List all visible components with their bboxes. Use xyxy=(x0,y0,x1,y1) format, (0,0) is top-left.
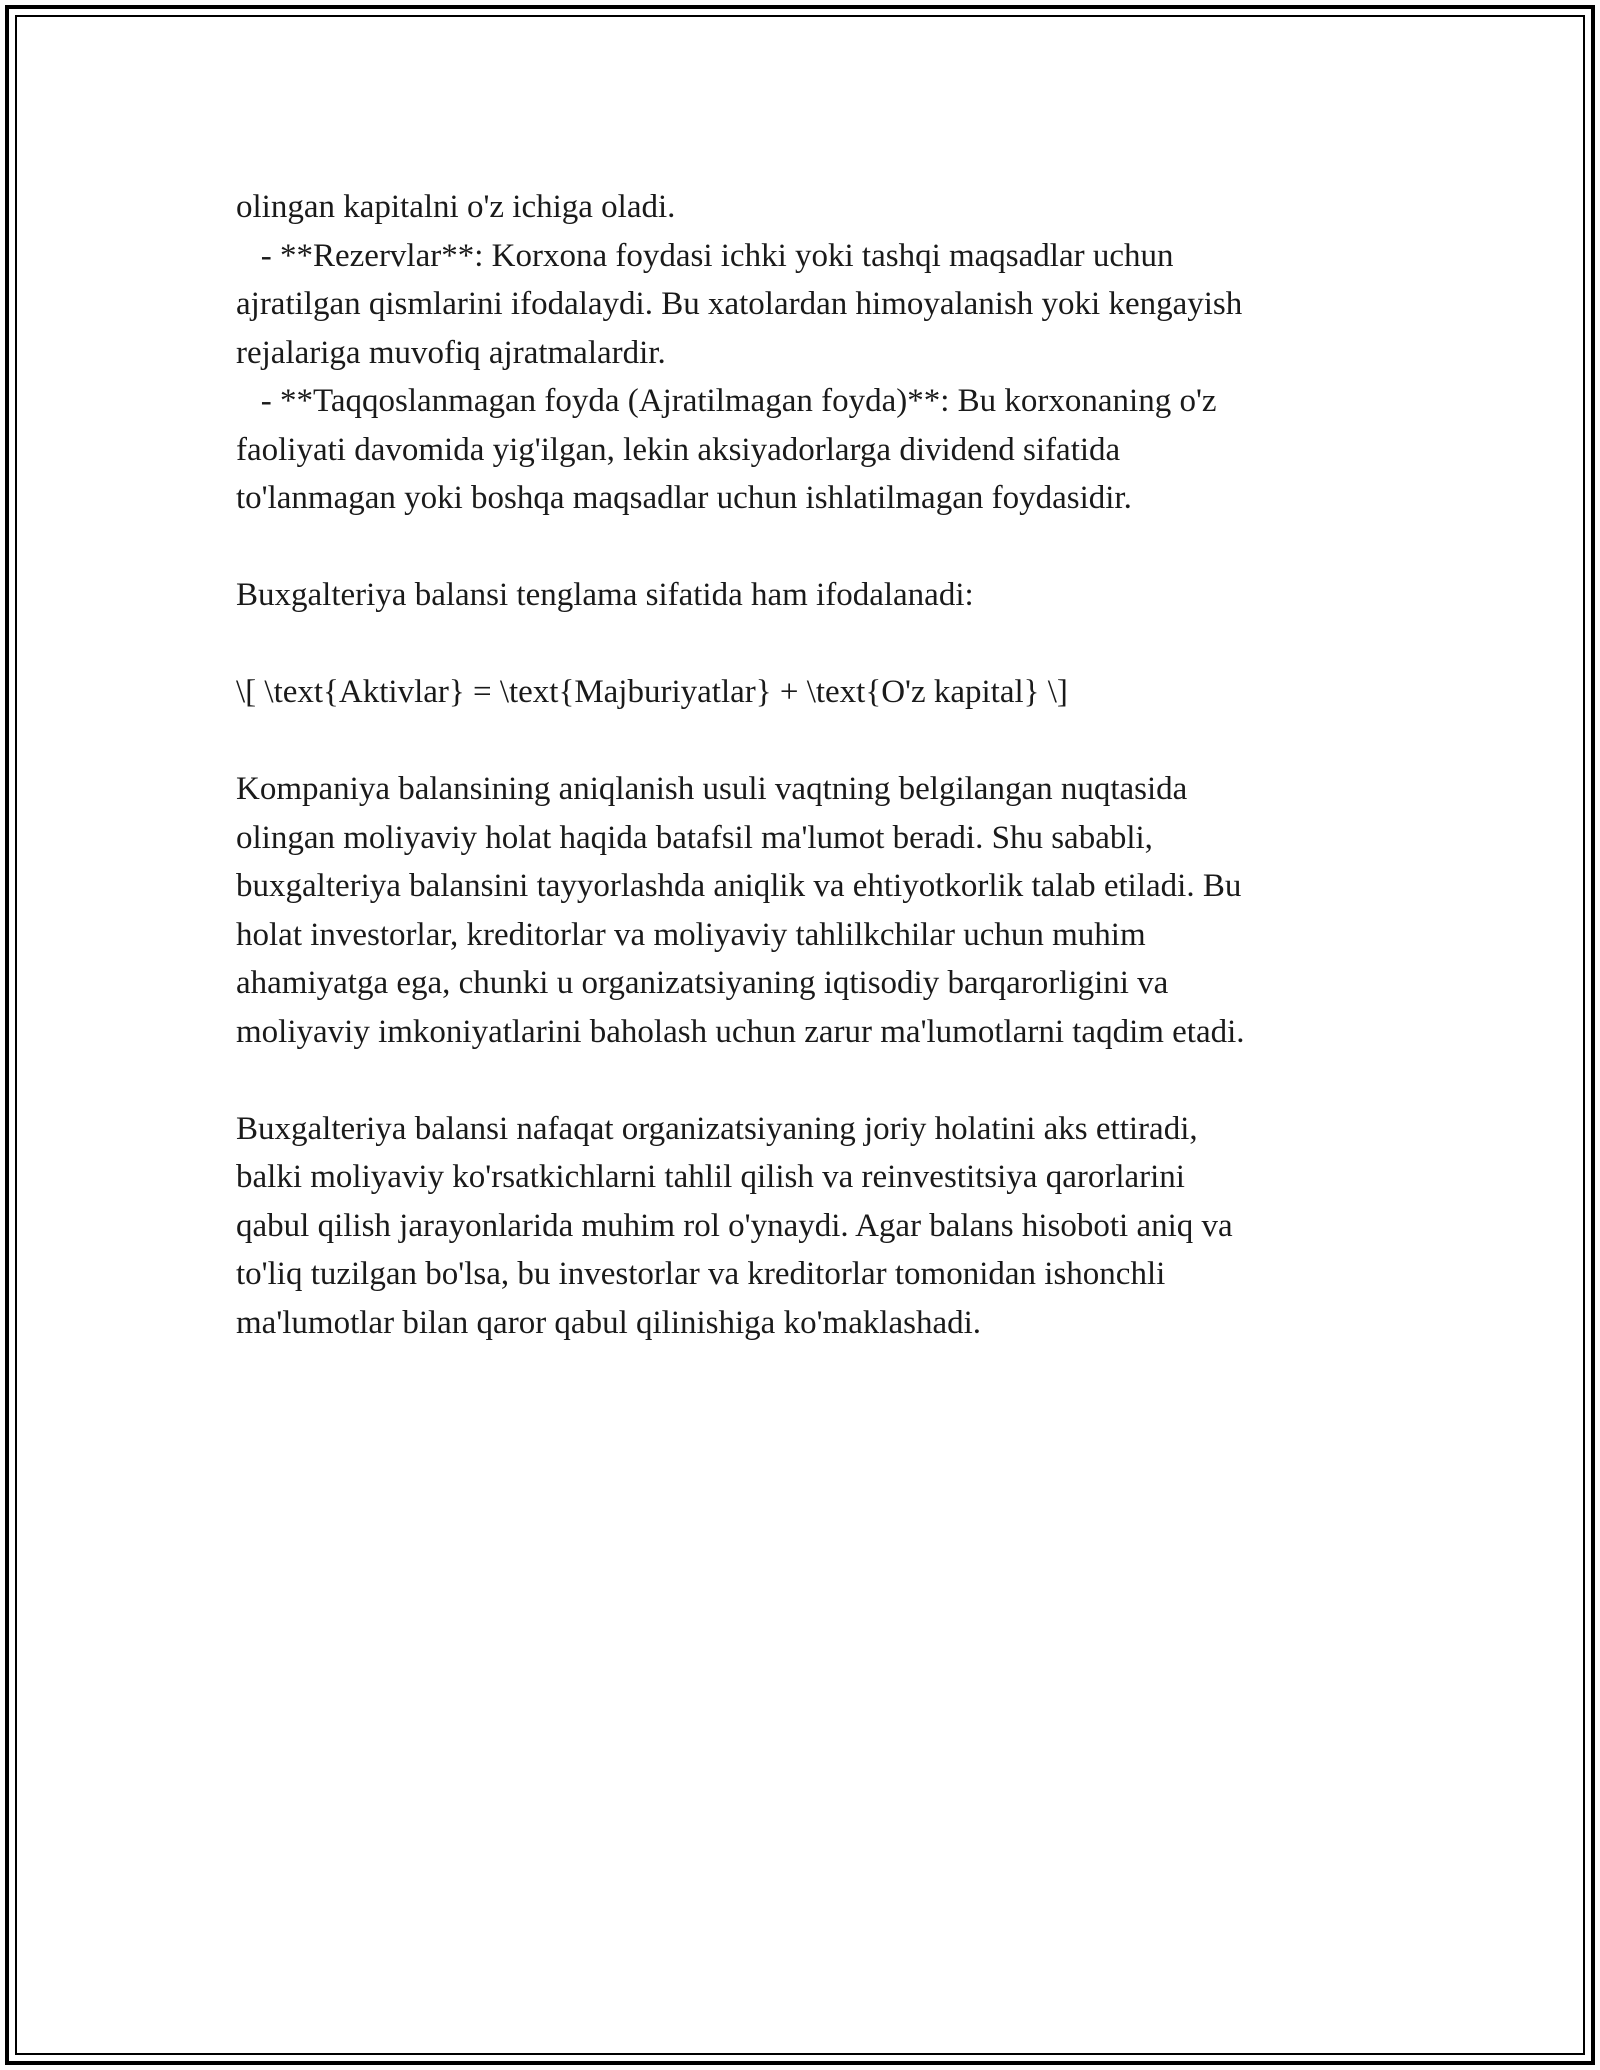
paragraph-spacer xyxy=(236,1056,1416,1105)
document-body xyxy=(236,183,1416,1347)
text-line: - **Taqqoslanmagan foyda (Ajratilmagan foyda)**: Bu korxonaning o'z xyxy=(236,383,1217,419)
text-line: Buxgalteriya balansi nafaqat organizatsiyaning joriy holatini aks ettiradi, xyxy=(236,1110,1198,1147)
text-line: - **Rezervlar**: Korxona foydasi ichki yoki tashqi maqsadlar uchun xyxy=(236,237,1174,274)
paragraph-spacer xyxy=(236,620,1416,669)
paragraph-equity-components xyxy=(236,183,1416,523)
equation-line: \[ \text{Aktivlar} = \text{Majburiyatlar} + \text{O'z kapital} \] xyxy=(236,674,1068,710)
text-line: ahamiyatga ega, chunki u organizatsiyaning iqtisodiy barqarorligini va xyxy=(236,965,1169,1001)
text-line: Kompaniya balansining aniqlanish usuli vaqtning belgilangan nuqtasida xyxy=(236,771,1188,807)
text-line: ma'lumotlar bilan qaror qabul qilinishiga ko'maklashadi. xyxy=(236,1304,982,1341)
text-line: Buxgalteriya balansi tenglama sifatida ham ifodalanadi: xyxy=(236,577,974,613)
paragraph-balance-importance xyxy=(236,765,1416,1056)
text-line: to'liq tuzilgan bo'lsa, bu investorlar va kreditorlar tomonidan ishonchli xyxy=(236,1256,1166,1292)
text-line: to'lanmagan yoki boshqa maqsadlar uchun ishlatilmagan foydasidir. xyxy=(236,480,1132,516)
paragraph-balance-equation xyxy=(236,668,1416,717)
paragraph-balance-role xyxy=(236,1105,1416,1348)
text-line: ajratilgan qismlarini ifodalaydi. Bu xatolardan himoyalanish yoki kengayish xyxy=(236,286,1243,322)
text-line: holat investorlar, kreditorlar va moliyaviy tahlilkchilar uchun muhim xyxy=(236,916,1146,953)
text-line: olingan kapitalni o'z ichiga oladi. xyxy=(236,189,676,225)
paragraph-equation-intro xyxy=(236,571,1416,620)
text-line: balki moliyaviy ko'rsatkichlarni tahlil qilish va reinvestitsiya qarorlarini xyxy=(236,1159,1185,1195)
text-line: buxgalteriya balansini tayyorlashda aniqlik va ehtiyotkorlik talab etiladi. Bu xyxy=(236,868,1242,904)
text-line: moliyaviy imkoniyatlarini baholash uchun zarur ma'lumotlarni taqdim etadi. xyxy=(236,1013,1245,1050)
text-line: faoliyati davomida yig'ilgan, lekin aksiyadorlarga dividend sifatida xyxy=(236,431,1121,468)
text-line: rejalariga muvofiq ajratmalardir. xyxy=(236,334,666,371)
text-line: olingan moliyaviy holat haqida batafsil ma'lumot beradi. Shu sababli, xyxy=(236,819,1153,856)
text-line: qabul qilish jarayonlarida muhim rol o'ynaydi. Agar balans hisoboti aniq va xyxy=(236,1207,1233,1244)
paragraph-spacer xyxy=(236,717,1416,766)
paragraph-spacer xyxy=(236,523,1416,572)
